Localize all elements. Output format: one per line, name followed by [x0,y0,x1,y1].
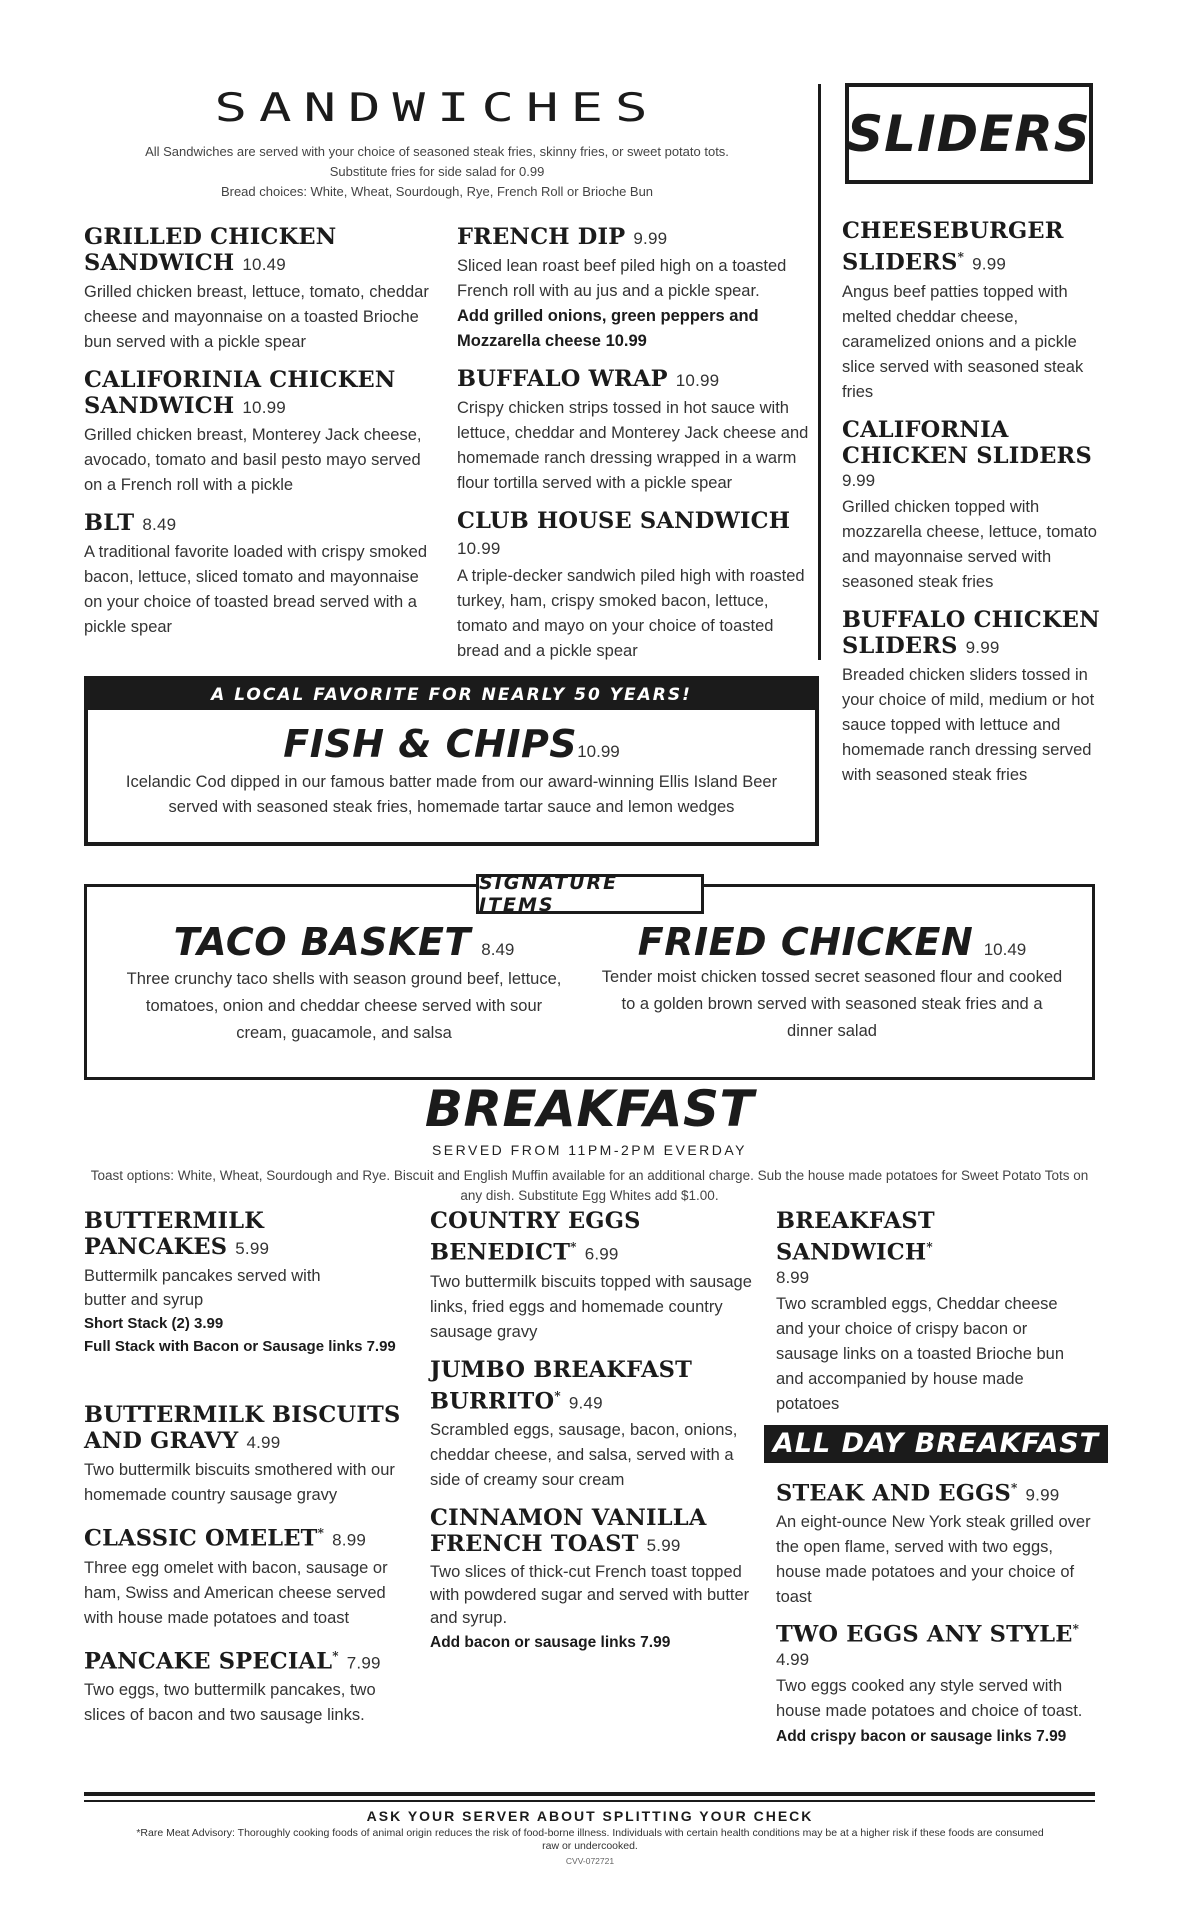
item-addon: Short Stack (2) 3.99 [84,1315,224,1332]
menu-item [84,1208,414,1358]
item-price: 8.49 [142,515,177,534]
item-price: 8.49 [481,940,515,959]
item-description: Scrambled eggs, sausage, bacon, onions, cheddar cheese, and salsa, served with a side of creamy sour cream [430,1421,738,1489]
menu-item [84,1402,414,1508]
all-day-breakfast-label: ALL DAY BREAKFAST [772,1428,1100,1459]
item-price: 6.99 [584,1244,619,1264]
item-name: CLASSIC OMELET [84,1525,318,1552]
item-name: FRIED CHICKEN [637,920,974,964]
item-name: BLT [84,510,135,536]
menu-code: CVV-072721 [565,1856,615,1866]
item-price: 10.99 [457,539,501,558]
menu-item [84,224,429,355]
fish-and-chips-box [84,676,819,846]
breakfast-header [84,1078,1095,1206]
item-price: 9.49 [568,1393,603,1412]
salad-note: Substitute fries for side salad for 0.99 [329,164,545,179]
item-price: 8.99 [776,1267,810,1287]
item-description: Two scrambled eggs, Cheddar cheese and your choice of crispy bacon or sausage links on a toasted Brioche bun and accompanied by house made potatoes [776,1294,1065,1413]
item-price: 5.99 [235,1239,270,1258]
sliders-column [842,218,1104,800]
menu-item [84,367,429,498]
fish-and-chips-description: Icelandic Cod dipped in our famous batter made from our award-winning Ellis Island Beer served with seasoned steak fries, homemade tartar sauce and lemon wedges [125,773,778,816]
breakfast-column-1 [84,1208,414,1740]
item-description: Tender moist chicken tossed secret seasoned flour and cooked to a golden brown served with seasoned steak fries and a dinner salad [601,968,1063,1040]
item-name: STEAK AND EGGS [776,1480,1011,1506]
menu-item [842,607,1104,788]
item-price: 9.99 [633,229,668,248]
item-price: 10.99 [675,371,720,390]
menu-item [84,1520,414,1631]
sandwiches-title: SANDWICHES [214,85,660,131]
menu-item [430,1505,758,1655]
breakfast-title: BREAKFAST [424,1080,755,1138]
item-description: Breaded chicken sliders tossed in your choice of mild, medium or hot sauce topped with lettuce and homemade ranch dressing served with seasoned steak fries [842,665,1095,784]
raw-advisory-star: * [926,1240,933,1254]
item-description: Grilled chicken breast, lettuce, tomato, cheddar cheese and mayonnaise on a toasted Brioche bun served with a pickle spear [84,283,429,351]
item-price: 9.99 [965,637,1000,657]
raw-advisory-star: * [554,1388,561,1403]
column-divider [818,84,821,660]
taco-basket-item [120,920,568,1047]
item-name: CHEESEBURGER SLIDERS [842,218,1064,276]
item-name: COUNTRY EGGS BENEDICT [430,1208,641,1266]
item-price: 7.99 [346,1653,381,1672]
item-addon: Add grilled onions, green peppers and Mozzarella cheese 10.99 [457,307,759,350]
menu-item [776,1616,1098,1749]
item-description: Two eggs, two buttermilk pancakes, two slices of bacon and two sausage links. [84,1681,376,1724]
rare-meat-advisory: *Rare Meat Advisory: Thoroughly cooking foods of animal origin reduces the risk of food-borne illness. Individuals with certain health conditions may be at a higher risk if these foods are consumed raw or undercooked. [136,1827,1044,1852]
raw-advisory-star: * [1011,1480,1018,1495]
item-price: 9.99 [972,254,1007,274]
raw-advisory-star: * [317,1526,325,1540]
item-name: BUTTERMILK PANCAKES [84,1208,264,1260]
item-description: Crispy chicken strips tossed in hot sauce with lettuce, cheddar and Monterey Jack cheese and homemade ranch dressing wrapped in a warm flour tortilla served with a pickle spear [457,399,809,492]
footer-rule-bottom [84,1800,1095,1802]
local-favorite-text: A LOCAL FAVORITE FOR NEARLY 50 YEARS! [211,685,692,705]
fish-and-chips-name: FISH & CHIPS [283,722,578,766]
footer-rule-top [84,1792,1095,1796]
toast-options-note: Toast options: White, Wheat, Sourdough and Rye. Biscuit and English Muffin available for an additional charge. Sub the house made potatoes for Sweet Potato Tots on any dish. Substitute Egg Whites add $1.00. [90,1168,1089,1203]
local-favorite-banner [88,680,815,710]
item-name: CALIFORINIA CHICKEN SANDWICH [84,367,396,419]
item-name: CLUB HOUSE SANDWICH [457,508,791,534]
sandwiches-left-column [84,224,429,652]
menu-item [430,1208,758,1345]
item-name: FRENCH DIP [457,224,626,250]
item-price: 8.99 [332,1530,367,1550]
item-price: 9.99 [1025,1485,1060,1504]
menu-item [84,1643,414,1729]
breakfast-column-3 [772,1208,1100,1761]
menu-item [776,1475,1098,1611]
item-name: BUTTERMILK BISCUITS AND GRAVY [84,1402,401,1454]
sides-note: All Sandwiches are served with your choice of seasoned steak fries, skinny fries, or sweet potato tots. [145,144,729,159]
item-description: Three crunchy taco shells with season ground beef, lettuce, tomatoes, onion and cheddar cheese served with sour cream, guacamole, and salsa [126,970,562,1042]
item-price: 10.99 [242,398,286,417]
item-description: Three egg omelet with bacon, sausage or ham, Swiss and American cheese served with house made potatoes and toast [84,1558,388,1627]
sandwiches-right-column [457,224,812,676]
item-price: 10.49 [242,255,286,274]
item-name: JUMBO BREAKFAST BURRITO [430,1356,693,1414]
item-price: 10.49 [983,940,1027,959]
item-price: 9.99 [842,470,876,490]
item-addon: Full Stack with Bacon or Sausage links 7.99 [84,1338,396,1355]
item-description: Two buttermilk biscuits smothered with our homemade country sausage gravy [84,1461,395,1504]
menu-item [776,1208,1098,1417]
item-name: BUFFALO CHICKEN SLIDERS [842,606,1100,659]
item-description: Sliced lean roast beef piled high on a toasted French roll with au jus and a pickle spear. [457,257,787,300]
raw-advisory-star: * [957,250,965,264]
item-description: Buttermilk pancakes served with butter and syrup [84,1267,321,1309]
item-description: Two eggs cooked any style served with house made potatoes and choice of toast. [776,1676,1083,1720]
menu-item [457,366,812,496]
item-price: 4.99 [776,1649,810,1669]
raw-advisory-star: * [1072,1622,1080,1636]
item-description: An eight-ounce New York steak grilled over the open flame, served with two eggs, house made potatoes and your choice of toast [776,1513,1091,1606]
item-description: Grilled chicken topped with mozzarella cheese, lettuce, tomato and mayonnaise served with seasoned steak fries [842,497,1097,591]
menu-item [457,508,812,664]
menu-item [84,510,429,640]
fried-chicken-item [600,920,1064,1045]
item-name: PANCAKE SPECIAL [84,1648,333,1674]
sandwiches-header [84,85,790,202]
item-description: Two buttermilk biscuits topped with sausage links, fried eggs and homemade country sausage gravy [430,1272,752,1341]
fish-and-chips-price: 10.99 [577,742,620,761]
sandwiches-notes [84,142,790,202]
menu-item [430,1357,758,1494]
menu-item [457,224,812,354]
menu-item [842,417,1104,595]
item-name: BREAKFAST SANDWICH [776,1208,935,1266]
item-description: A traditional favorite loaded with crispy smoked bacon, lettuce, sliced tomato and mayonnaise on your choice of toasted bread served with a pickle spear [84,543,428,636]
raw-advisory-star: * [332,1648,339,1663]
item-name: TACO BASKET [173,920,471,964]
signature-items-label: SIGNATURE ITEMS [479,872,619,916]
split-check-notice: ASK YOUR SERVER ABOUT SPLITTING YOUR CHECK [366,1808,814,1824]
footer [130,1808,1050,1866]
item-description: Angus beef patties topped with melted cheddar cheese, caramelized onions and a pickle slice served with seasoned steak fries [842,282,1084,401]
bread-note: Bread choices: White, Wheat, Sourdough, Rye, French Roll or Brioche Bun [220,184,654,199]
item-name: BUFFALO WRAP [457,366,668,392]
item-description: Two slices of thick-cut French toast topped with powdered sugar and served with butter and syrup. [430,1563,750,1627]
item-name: CINNAMON VANILLA FRENCH TOAST [430,1505,707,1557]
breakfast-column-2 [430,1208,758,1667]
item-description: Grilled chicken breast, Monterey Jack cheese, avocado, tomato and basil pesto mayo served on a French roll with a pickle [84,426,422,494]
item-name: CALIFORNIA CHICKEN SLIDERS [842,416,1092,469]
item-addon: Add bacon or sausage links 7.99 [430,1634,671,1651]
item-price: 5.99 [646,1536,681,1555]
item-price: 4.99 [246,1433,281,1452]
item-addon: Add crispy bacon or sausage links 7.99 [776,1727,1067,1745]
item-description: A triple-decker sandwich piled high with roasted turkey, ham, crispy smoked bacon, lettuce, tomato and mayo on your choice of toasted bread and a pickle spear [457,567,805,660]
item-name: GRILLED CHICKEN SANDWICH [84,224,337,276]
sliders-title-box [845,83,1093,184]
breakfast-hours: SERVED FROM 11PM-2PM EVERDAY [431,1142,748,1158]
all-day-breakfast-banner [764,1425,1108,1463]
menu-item [842,218,1104,405]
item-name: TWO EGGS ANY STYLE [776,1621,1073,1648]
raw-advisory-star: * [570,1240,577,1254]
sliders-title: SLIDERS [847,104,1091,163]
signature-items-label-box [476,874,704,914]
